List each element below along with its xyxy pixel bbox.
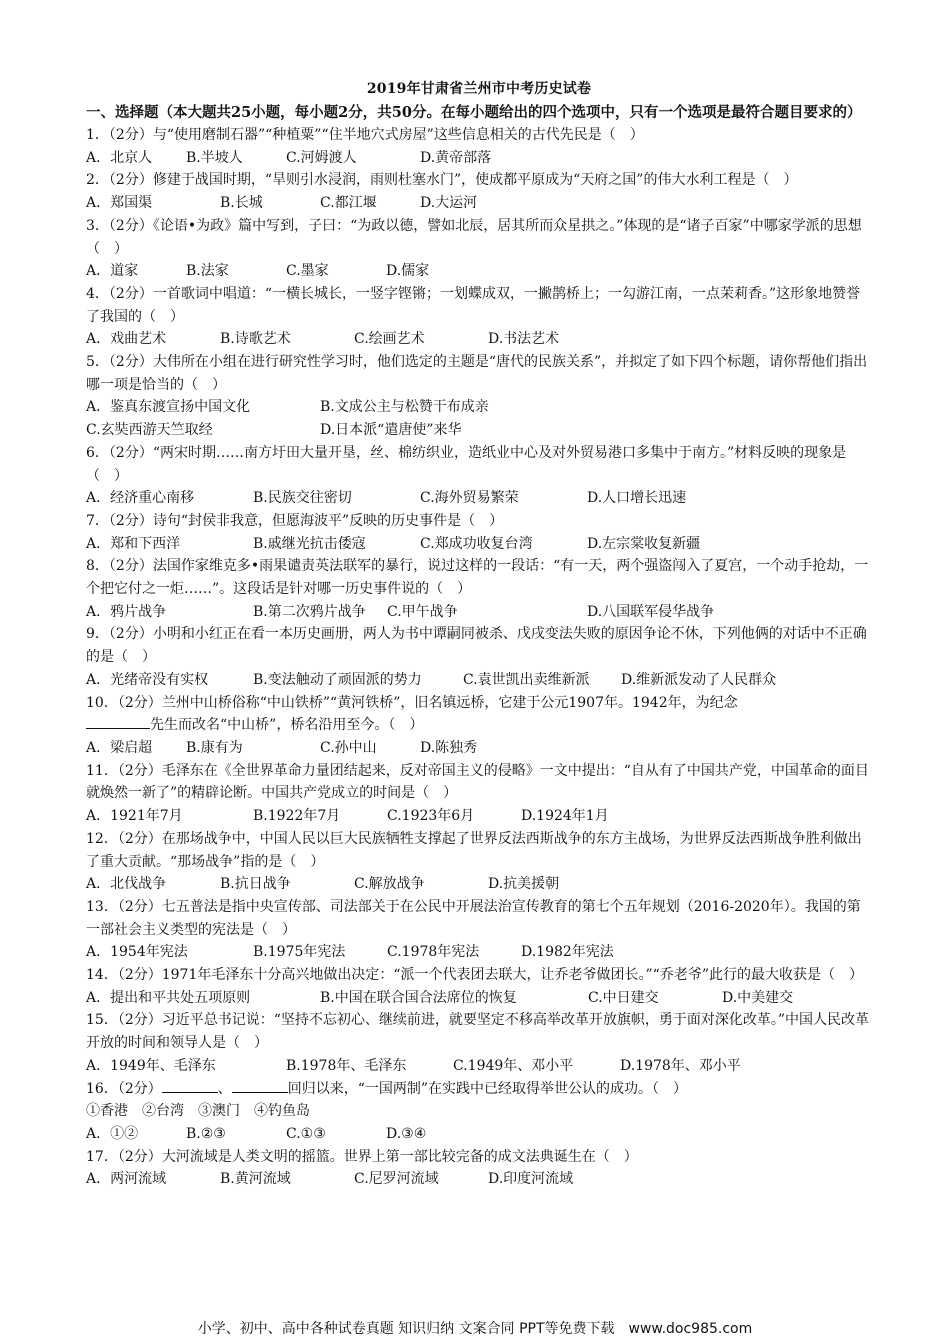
options <box>86 487 872 510</box>
question-text: 2．（2分）修建于战国时期，“旱则引水浸润，雨则杜塞水门”，使成都平原成为“天府之国”的伟大水利工程是（ ） <box>86 172 798 189</box>
question-2 <box>86 169 872 214</box>
question-text: 5．（2分）大伟所在小组在进行研究性学习时，他们选定的主题是“唐代的民族关系”，并拟定了如下四个标题，请你帮他们指出哪一项是恰当的（ ） <box>86 354 868 393</box>
options <box>86 601 872 624</box>
question-text: 3．（2分）《论语•为政》篇中写到，子曰：“为政以德，譬如北辰，居其所而众星拱之。”体现的是“诸子百家”中哪家学派的思想（ ） <box>86 217 862 257</box>
question-text: 1．（2分）与“使用磨制石器”“种植粟”“住半地穴式房屋”这些信息相关的古代先民是（ ） <box>86 127 644 143</box>
option-d: D.人口增长迅速 <box>587 490 687 507</box>
option-c: C.1978年宪法 <box>387 944 480 961</box>
option-b: B.民族交往密切 <box>253 490 352 507</box>
option-a: A．道家 <box>86 263 139 280</box>
question-11 <box>86 760 872 828</box>
option-c: C.都江堰 <box>320 195 377 212</box>
option-d: D.儒家 <box>386 263 430 280</box>
question-14 <box>86 964 872 1009</box>
option-d: D.③④ <box>386 1125 427 1142</box>
answer-blank-1 <box>162 1078 218 1093</box>
option-c: C.尼罗河流域 <box>354 1171 439 1188</box>
option-d: D.陈独秀 <box>420 739 478 756</box>
question-4 <box>86 283 872 351</box>
option-c: C.中日建交 <box>588 989 659 1006</box>
option-b: B.文成公主与松赞干布成亲 <box>320 399 489 416</box>
options <box>86 419 872 442</box>
question-9 <box>86 623 872 691</box>
option-b: B.戚继光抗击倭寇 <box>253 535 366 552</box>
option-a: A．1954年宪法 <box>86 944 188 961</box>
option-a: A．郑和下西洋 <box>86 535 181 552</box>
question-text: 14．（2分）1971年毛泽东十分高兴地做出决定：“派一个代表团去联大，让乔老爷做团长。”“乔老爷”此行的最大收获是（ ） <box>86 967 863 984</box>
option-d: D.1978年、邓小平 <box>620 1057 741 1074</box>
option-c: C.①③ <box>286 1125 326 1142</box>
question-12 <box>86 828 872 896</box>
option-b: B.黄河流域 <box>220 1171 291 1188</box>
options <box>86 328 872 351</box>
option-d: D.维新派发动了人民群众 <box>621 671 777 688</box>
option-d: D.印度河流域 <box>488 1171 574 1188</box>
options <box>86 1168 872 1191</box>
options <box>86 873 872 896</box>
option-a: A．两河流域 <box>86 1171 167 1188</box>
question-13 <box>86 896 872 964</box>
options <box>86 192 872 215</box>
option-b: B.第二次鸦片战争 <box>253 603 366 620</box>
option-a: A．1949年、毛泽东 <box>86 1057 216 1074</box>
question-text: 12．（2分）在那场战争中，中国人民以巨大民族牺牲支撑起了世界反法西斯战争的东方主战场，为世界反法西斯战争胜利做出了重大贡献。“那场战争”指的是（ ） <box>86 830 862 870</box>
option-d: D.抗美援朝 <box>488 876 560 893</box>
option-a: A．①② <box>86 1125 139 1142</box>
sub-items: ①香港 ②台湾 ③澳门 ④钓鱼岛 <box>86 1103 310 1120</box>
question-text: 15．（2分）习近平总书记说：“坚持不忘初心、继续前进，就要坚定不移高举改革开放旗帜，勇于面对深化改革。”中国人民改革开放的时间和领导人是（ ） <box>86 1012 870 1052</box>
question-text: 13．（2分）七五普法是指中央宣传部、司法部关于在公民中开展法治宣传教育的第七个五年规划（2016-2020年）。我国的第一部社会主义类型的宪法是（ ） <box>86 898 861 938</box>
option-a: A．北京人 <box>86 149 153 166</box>
question-text-tail: 先生而改名“中山桥”，桥名沿用至今。（ ） <box>150 717 424 734</box>
option-a: A．梁启超 <box>86 739 153 756</box>
option-b: B.1922年7月 <box>253 808 341 825</box>
question-text: 4．（2分）一首歌词中唱道：“一横长城长，一竖字铿锵；一划蝶成双，一撇鹊桥上；一勾游江南，一点茉莉香。”这形象地赞誉了我国的（ ） <box>86 285 861 325</box>
question-text: 17．（2分）大河流域是人类文明的摇篮。世界上第一部比较完备的成文法典诞生在（ ） <box>86 1148 638 1165</box>
options <box>86 737 872 760</box>
question-text-cont <box>86 714 872 737</box>
exam-page <box>86 78 872 1191</box>
option-b: B.半坡人 <box>186 149 243 166</box>
option-b: B.诗歌艺术 <box>220 331 291 348</box>
option-a: A．鸦片战争 <box>86 603 167 620</box>
question-text: 8．（2分）法国作家维克多•雨果谴责英法联军的暴行，说过这样的一段话：“有一天，两个强盗闯入了夏宫，一个动手抢劫，一个把它付之一炬……”。这段话是针对哪一历史事件说的（ ） <box>86 558 869 598</box>
option-b: B.抗日战争 <box>220 876 291 893</box>
question-text <box>86 1078 872 1101</box>
question-15 <box>86 1009 872 1077</box>
option-b: B.法家 <box>186 263 229 280</box>
page-title: 2019年甘肃省兰州市中考历史试卷 <box>366 81 592 97</box>
options <box>86 669 872 692</box>
options <box>86 941 872 964</box>
options <box>86 1123 872 1146</box>
question-text: 11．（2分）毛泽东在《全世界革命力量团结起来，反对帝国主义的侵略》一文中提出：“自从有了中国共产党，中国革命的面目就焕然一新了”的精辟论断。中国共产党成立的时间是（ ） <box>86 762 869 802</box>
question-3 <box>86 215 872 283</box>
question-8 <box>86 555 872 623</box>
option-b: B.中国在联合国合法席位的恢复 <box>320 989 517 1006</box>
options <box>86 533 872 556</box>
option-c: C.墨家 <box>286 263 329 280</box>
options <box>86 1055 872 1078</box>
question-17 <box>86 1146 872 1191</box>
section-heading: 一、选择题（本大题共25小题，每小题2分，共50分。在每小题给出的四个选项中，只有一个选项是最符合题目要求的） <box>86 104 862 121</box>
option-b: B.1978年、毛泽东 <box>286 1057 407 1074</box>
option-c: C.孙中山 <box>320 739 377 756</box>
question-text: 9．（2分）小明和小红正在看一本历史画册，两人为书中谭嗣同被杀、戊戌变法失败的原因争论不休，下列他俩的对话中不正确的是（ ） <box>86 626 867 666</box>
question-text: 6．（2分）“两宋时期……南方圩田大量开垦，丝、棉纺织业，造纸业中心及对外贸易港口多集中于南方。”材料反映的现象是（ ） <box>86 444 847 484</box>
option-a: A．郑国渠 <box>86 195 153 212</box>
option-d: D.日本派“遣唐使”来华 <box>320 422 462 439</box>
question-16 <box>86 1078 872 1146</box>
question-10 <box>86 692 872 760</box>
option-d: D.1924年1月 <box>521 808 609 825</box>
option-b: B.变法触动了顽固派的势力 <box>253 671 422 688</box>
options <box>86 805 872 828</box>
options <box>86 987 872 1010</box>
option-b: B.②③ <box>186 1125 226 1142</box>
option-a: A．光绪帝没有实权 <box>86 671 209 688</box>
question-text-mid: 、 <box>217 1080 232 1097</box>
option-c: C.绘画艺术 <box>354 331 425 348</box>
question-text: 7．（2分）诗句“封侯非我意，但愿海波平”反映的历史事件是（ ） <box>86 512 504 529</box>
option-d: D.左宗棠收复新疆 <box>587 535 701 552</box>
option-c: C.海外贸易繁荣 <box>420 490 519 507</box>
option-c: C.河姆渡人 <box>286 149 357 166</box>
question-5 <box>86 351 872 442</box>
option-a: A．鉴真东渡宣扬中国文化 <box>86 399 251 416</box>
option-d: D.八国联军侵华战争 <box>587 603 715 620</box>
answer-blank <box>86 714 150 729</box>
question-text: 10．（2分）兰州中山桥俗称“中山铁桥”“黄河铁桥”，旧名镇远桥，它建于公元1907年。1942年，为纪念 <box>86 694 738 711</box>
option-b: B.长城 <box>220 195 263 212</box>
option-d: D.1982年宪法 <box>521 944 614 961</box>
options <box>86 260 872 283</box>
question-6 <box>86 442 872 510</box>
option-c: C.袁世凯出卖维新派 <box>463 671 590 688</box>
option-d: D.黄帝部落 <box>420 149 492 166</box>
option-a: A．北伐战争 <box>86 876 167 893</box>
option-d: D.大运河 <box>420 195 478 212</box>
option-c: C.甲午战争 <box>387 603 458 620</box>
option-c: C.玄奘西游天竺取经 <box>86 422 213 439</box>
option-c: C.1923年6月 <box>387 808 475 825</box>
question-7 <box>86 510 872 555</box>
option-d: D.中美建交 <box>722 989 794 1006</box>
option-c: C.解放战争 <box>354 876 425 893</box>
option-a: A．经济重心南移 <box>86 490 195 507</box>
option-b: B.康有为 <box>186 739 243 756</box>
option-c: C.1949年、邓小平 <box>453 1057 574 1074</box>
question-text-post: 回归以来，“一国两制”在实践中已经取得举世公认的成功。（ ） <box>287 1080 688 1097</box>
answer-blank-2 <box>232 1078 288 1093</box>
question-text-pre: 16．（2分） <box>86 1080 162 1097</box>
option-d: D.书法艺术 <box>488 331 560 348</box>
options <box>86 396 872 419</box>
option-c: C.郑成功收复台湾 <box>420 535 533 552</box>
question-1 <box>86 124 872 169</box>
option-a: A．提出和平共处五项原则 <box>86 989 251 1006</box>
option-b: B.1975年宪法 <box>253 944 346 961</box>
option-a: A．1921年7月 <box>86 808 183 825</box>
footer-banner: 小学、初中、高中各种试卷真题 知识归纳 文案合同 PPT等免费下载 www.doc985.com <box>197 1321 753 1337</box>
option-a: A．戏曲艺术 <box>86 331 167 348</box>
options <box>86 147 872 170</box>
